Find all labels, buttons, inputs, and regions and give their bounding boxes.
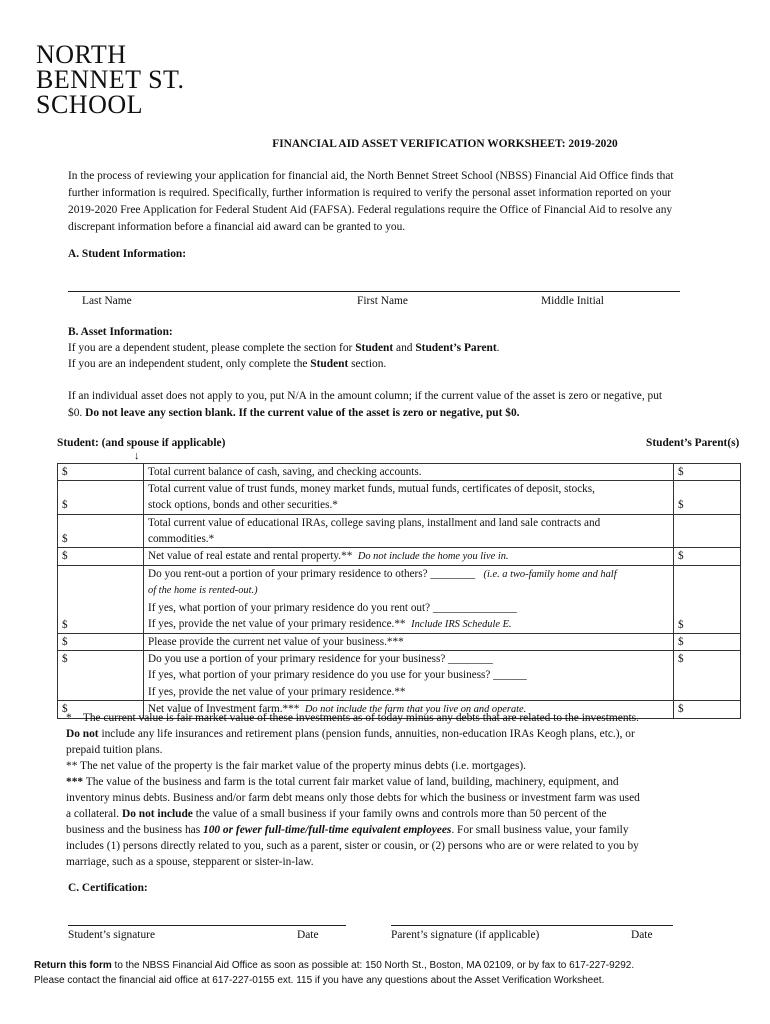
parent-signature-line[interactable] xyxy=(391,925,673,926)
last-name-label: Last Name xyxy=(82,295,132,307)
student-amount-business-residence[interactable]: $ xyxy=(58,651,144,701)
student-amount-education[interactable]: $ xyxy=(58,514,144,547)
student-amount-farm[interactable]: $ xyxy=(58,700,144,718)
asset-description: Please provide the current net value of your business.*** xyxy=(144,634,674,651)
asset-description: Total current value of trust funds, money market funds, mutual funds, certificates of deposit, stocks, stock options, bonds and other securities.* xyxy=(144,481,674,514)
table-row xyxy=(58,464,741,481)
asset-description: Do you use a portion of your primary residence for your business? ________ If yes, what portion of your primary residence do you use for your business? ______ If yes, provide the net value of your primary residence.** xyxy=(144,651,674,701)
student-amount-real-estate[interactable]: $ xyxy=(58,548,144,566)
middle-initial-label: Middle Initial xyxy=(541,295,604,307)
student-amount-cash[interactable]: $ xyxy=(58,464,144,481)
contact-instructions: Please contact the financial aid office at 617-227-0155 ext. 115 if you have any questions about the Asset Verification Worksheet. xyxy=(34,975,605,986)
student-name-line[interactable] xyxy=(68,291,680,292)
parent-amount-real-estate[interactable]: $ xyxy=(674,548,741,566)
footnotes: * The current value is fair market value of these investments as of today minus any debts that are related to the investments. Do not include any life insurances and retirement plans (pension funds, annuities, non-education IRAs Keogh plans, etc.), or prepaid tuition plans. ** The net value of the property is the fair market value of the property minus debts (i.e. mortgages). *** The value of the business and farm is the total current fair market value of land, building, machinery, equipment, and inventory minus debts. Business and/or farm debt means only those debts for which the business or investment farm was used a collateral. Do not include the value of a small business if your family owns and controls more than 50 percent of the business and the business has 100 or fewer full-time/full-time equivalent employees. For small business value, your family includes (1) persons directly related to you, such as a parent, sister or cousin, or (2) persons who are or were related to you by marriage, such as a spouse, stepparent or sister-in-law. xyxy=(66,712,640,868)
parent-amount-business-residence[interactable]: $ xyxy=(674,651,741,701)
logo-line-1: NORTH xyxy=(36,40,127,69)
table-row xyxy=(58,481,741,514)
logo-line-3: SCHOOL xyxy=(36,90,144,119)
school-logo xyxy=(36,42,184,117)
parent-column-header: Student’s Parent(s) xyxy=(646,437,740,449)
student-amount-rental-residence[interactable]: $ xyxy=(58,566,144,634)
asset-description: Net value of real estate and rental property.** Do not include the home you live in. xyxy=(144,548,674,566)
student-signature-line[interactable] xyxy=(68,925,346,926)
table-row xyxy=(58,634,741,651)
parent-amount-education[interactable] xyxy=(674,514,741,547)
na-instruction: If an individual asset does not apply to you, put N/A in the amount column; if the current value of the asset is zero or negative, put $0. Do not leave any section blank. If the current value of the asset is zero or negative, put $0. xyxy=(68,390,663,419)
dependent-instruction: If you are a dependent student, please complete the section for Student and Student’s Parent. xyxy=(68,342,500,354)
parent-signature-label: Parent’s signature (if applicable) xyxy=(391,929,540,941)
asset-description: Total current balance of cash, saving, and checking accounts. xyxy=(144,464,674,481)
worksheet-title: FINANCIAL AID ASSET VERIFICATION WORKSHEET: 2019-2020 xyxy=(272,138,618,150)
parent-amount-rental-residence[interactable]: $ xyxy=(674,566,741,634)
intro-paragraph: In the process of reviewing your application for financial aid, the North Bennet Street School (NBSS) Financial Aid Office finds that further information is required. Specifically, further information is required to verify the personal asset information reported on your 2019-2020 Free Application for Federal Student Aid (FAFSA). Federal regulations require the Office of Financial Aid to resolve any discrepant information before a financial aid award can be granted to you. xyxy=(68,170,674,233)
student-amount-investments[interactable]: $ xyxy=(58,481,144,514)
parent-date-label: Date xyxy=(631,929,653,941)
asset-description: Total current value of educational IRAs, college saving plans, installment and land sale contracts and commodities.* xyxy=(144,514,674,547)
logo-line-2: BENNET ST. xyxy=(36,65,185,94)
table-row xyxy=(58,566,741,634)
section-b-heading: B. Asset Information: xyxy=(68,326,173,338)
parent-amount-investments[interactable]: $ xyxy=(674,481,741,514)
independent-instruction: If you are an independent student, only complete the Student section. xyxy=(68,358,387,370)
student-date-label: Date xyxy=(297,929,319,941)
section-a-heading: A. Student Information: xyxy=(68,248,187,260)
parent-amount-farm[interactable]: $ xyxy=(674,700,741,718)
down-arrow-icon: ↓ xyxy=(134,450,140,462)
return-instructions: Return this form to the NBSS Financial Aid Office as soon as possible at: 150 North St., Boston, MA 02109, or by fax to 617-227-9292. xyxy=(34,960,635,971)
student-signature-label: Student’s signature xyxy=(68,929,156,941)
first-name-label: First Name xyxy=(357,295,408,307)
table-row xyxy=(58,548,741,566)
asset-description: Net value of Investment farm.*** Do not include the farm that you live on and operate. xyxy=(144,700,674,718)
student-column-header: Student: (and spouse if applicable) xyxy=(57,437,226,449)
table-row xyxy=(58,514,741,547)
section-c-heading: C. Certification: xyxy=(68,882,148,894)
parent-amount-business[interactable]: $ xyxy=(674,634,741,651)
asset-description: Do you rent-out a portion of your primary residence to others? ________ (i.e. a two-family home and half of the home is rented-out.) If yes, what portion of your primary residence do you rent out? _______________ If yes, provide the net value of your primary residence.** Include IRS Schedule E. xyxy=(144,566,674,634)
table-row xyxy=(58,651,741,701)
parent-amount-cash[interactable]: $ xyxy=(674,464,741,481)
student-amount-business[interactable]: $ xyxy=(58,634,144,651)
asset-table xyxy=(57,463,741,719)
